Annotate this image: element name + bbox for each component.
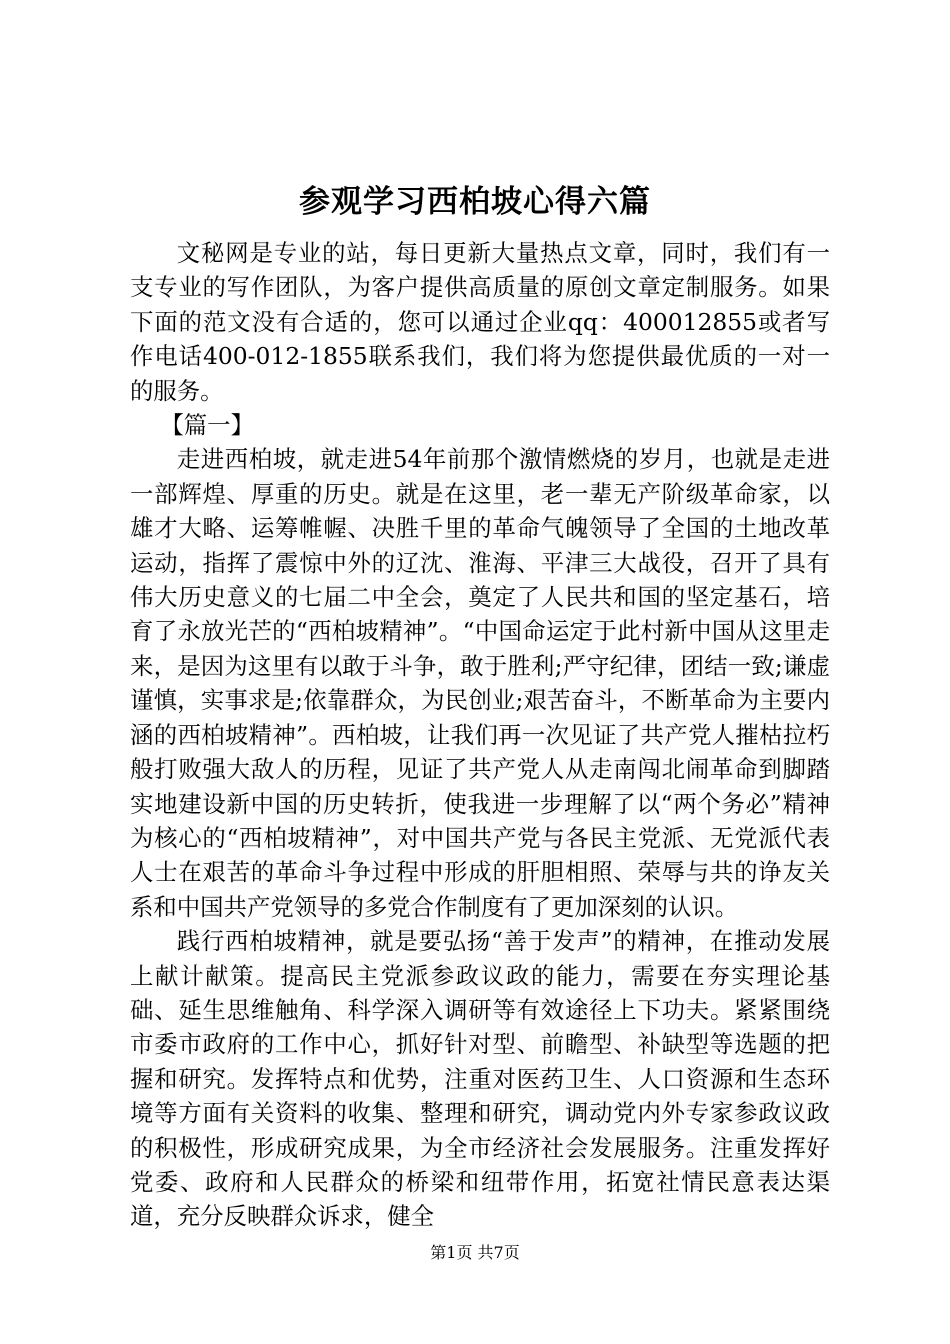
- body-paragraph: 践行西柏坡精神，就是要弘扬“善于发声”的精神，在推动发展上献计献策。提高民主党派参政议政的能力，需要在夯实理论基础、延生思维触角、科学深入调研等有效途径上下功夫。紧紧围绕市委市政府的工作中心，抓好针对型、前瞻型、补缺型等选题的把握和研究。发挥特点和优势，注重对医药卫生、人口资源和生态环境等方面有关资料的收集、整理和研究，调动党内外专家参政议政的积极性，形成研究成果，为全市经济社会发展服务。注重发挥好党委、政府和人民群众的桥梁和纽带作用，拓宽社情民意表达渠道，充分反映群众诉求，健全: [130, 927, 830, 1231]
- body-paragraph: 走进西柏坡，就走进54年前那个激情燃烧的岁月，也就是走进一部辉煌、厚重的历史。就是在这里，老一辈无产阶级革命家，以雄才大略、运筹帷幄、决胜千里的革命气魄领导了全国的土地改革运动，指挥了震惊中外的辽沈、淮海、平津三大战役，召开了具有伟大历史意义的七届二中全会，奠定了人民共和国的坚定基石，培育了永放光芒的“西柏坡精神”。“中国命运定于此村新中国从这里走来，是因为这里有以敢于斗争，敢于胜利;严守纪律，团结一致;谦虚谨慎，实事求是;依靠群众，为民创业;艰苦奋斗，不断革命为主要内涵的西柏坡精神”。西柏坡，让我们再一次见证了共产党人摧枯拉朽般打败强大敌人的历程，见证了共产党人从走南闯北闹革命到脚踏实地建设新中国的历史转折，使我进一步理解了以“两个务必”精神为核心的“西柏坡精神”，对中国共产党与各民主党派、无党派代表人士在艰苦的革命斗争过程中形成的肝胆相照、荣辱与共的诤友关系和中国共产党领导的多党合作制度有了更加深刻的认识。: [130, 445, 830, 921]
- section-heading: 【篇一】: [160, 411, 254, 440]
- page-number-footer: 第1页 共7页: [430, 1243, 520, 1262]
- intro-paragraph: 文秘网是专业的站，每日更新大量热点文章，同时，我们有一支专业的写作团队，为客户提供高质量的原创文章定制服务。如果下面的范文没有合适的，您可以通过企业qq：400012855或者写作电话400-012-1855联系我们，我们将为您提供最优质的一对一的服务。: [130, 239, 830, 405]
- document-title: 参观学习西柏坡心得六篇: [299, 184, 651, 220]
- document-body: [130, 236, 830, 1234]
